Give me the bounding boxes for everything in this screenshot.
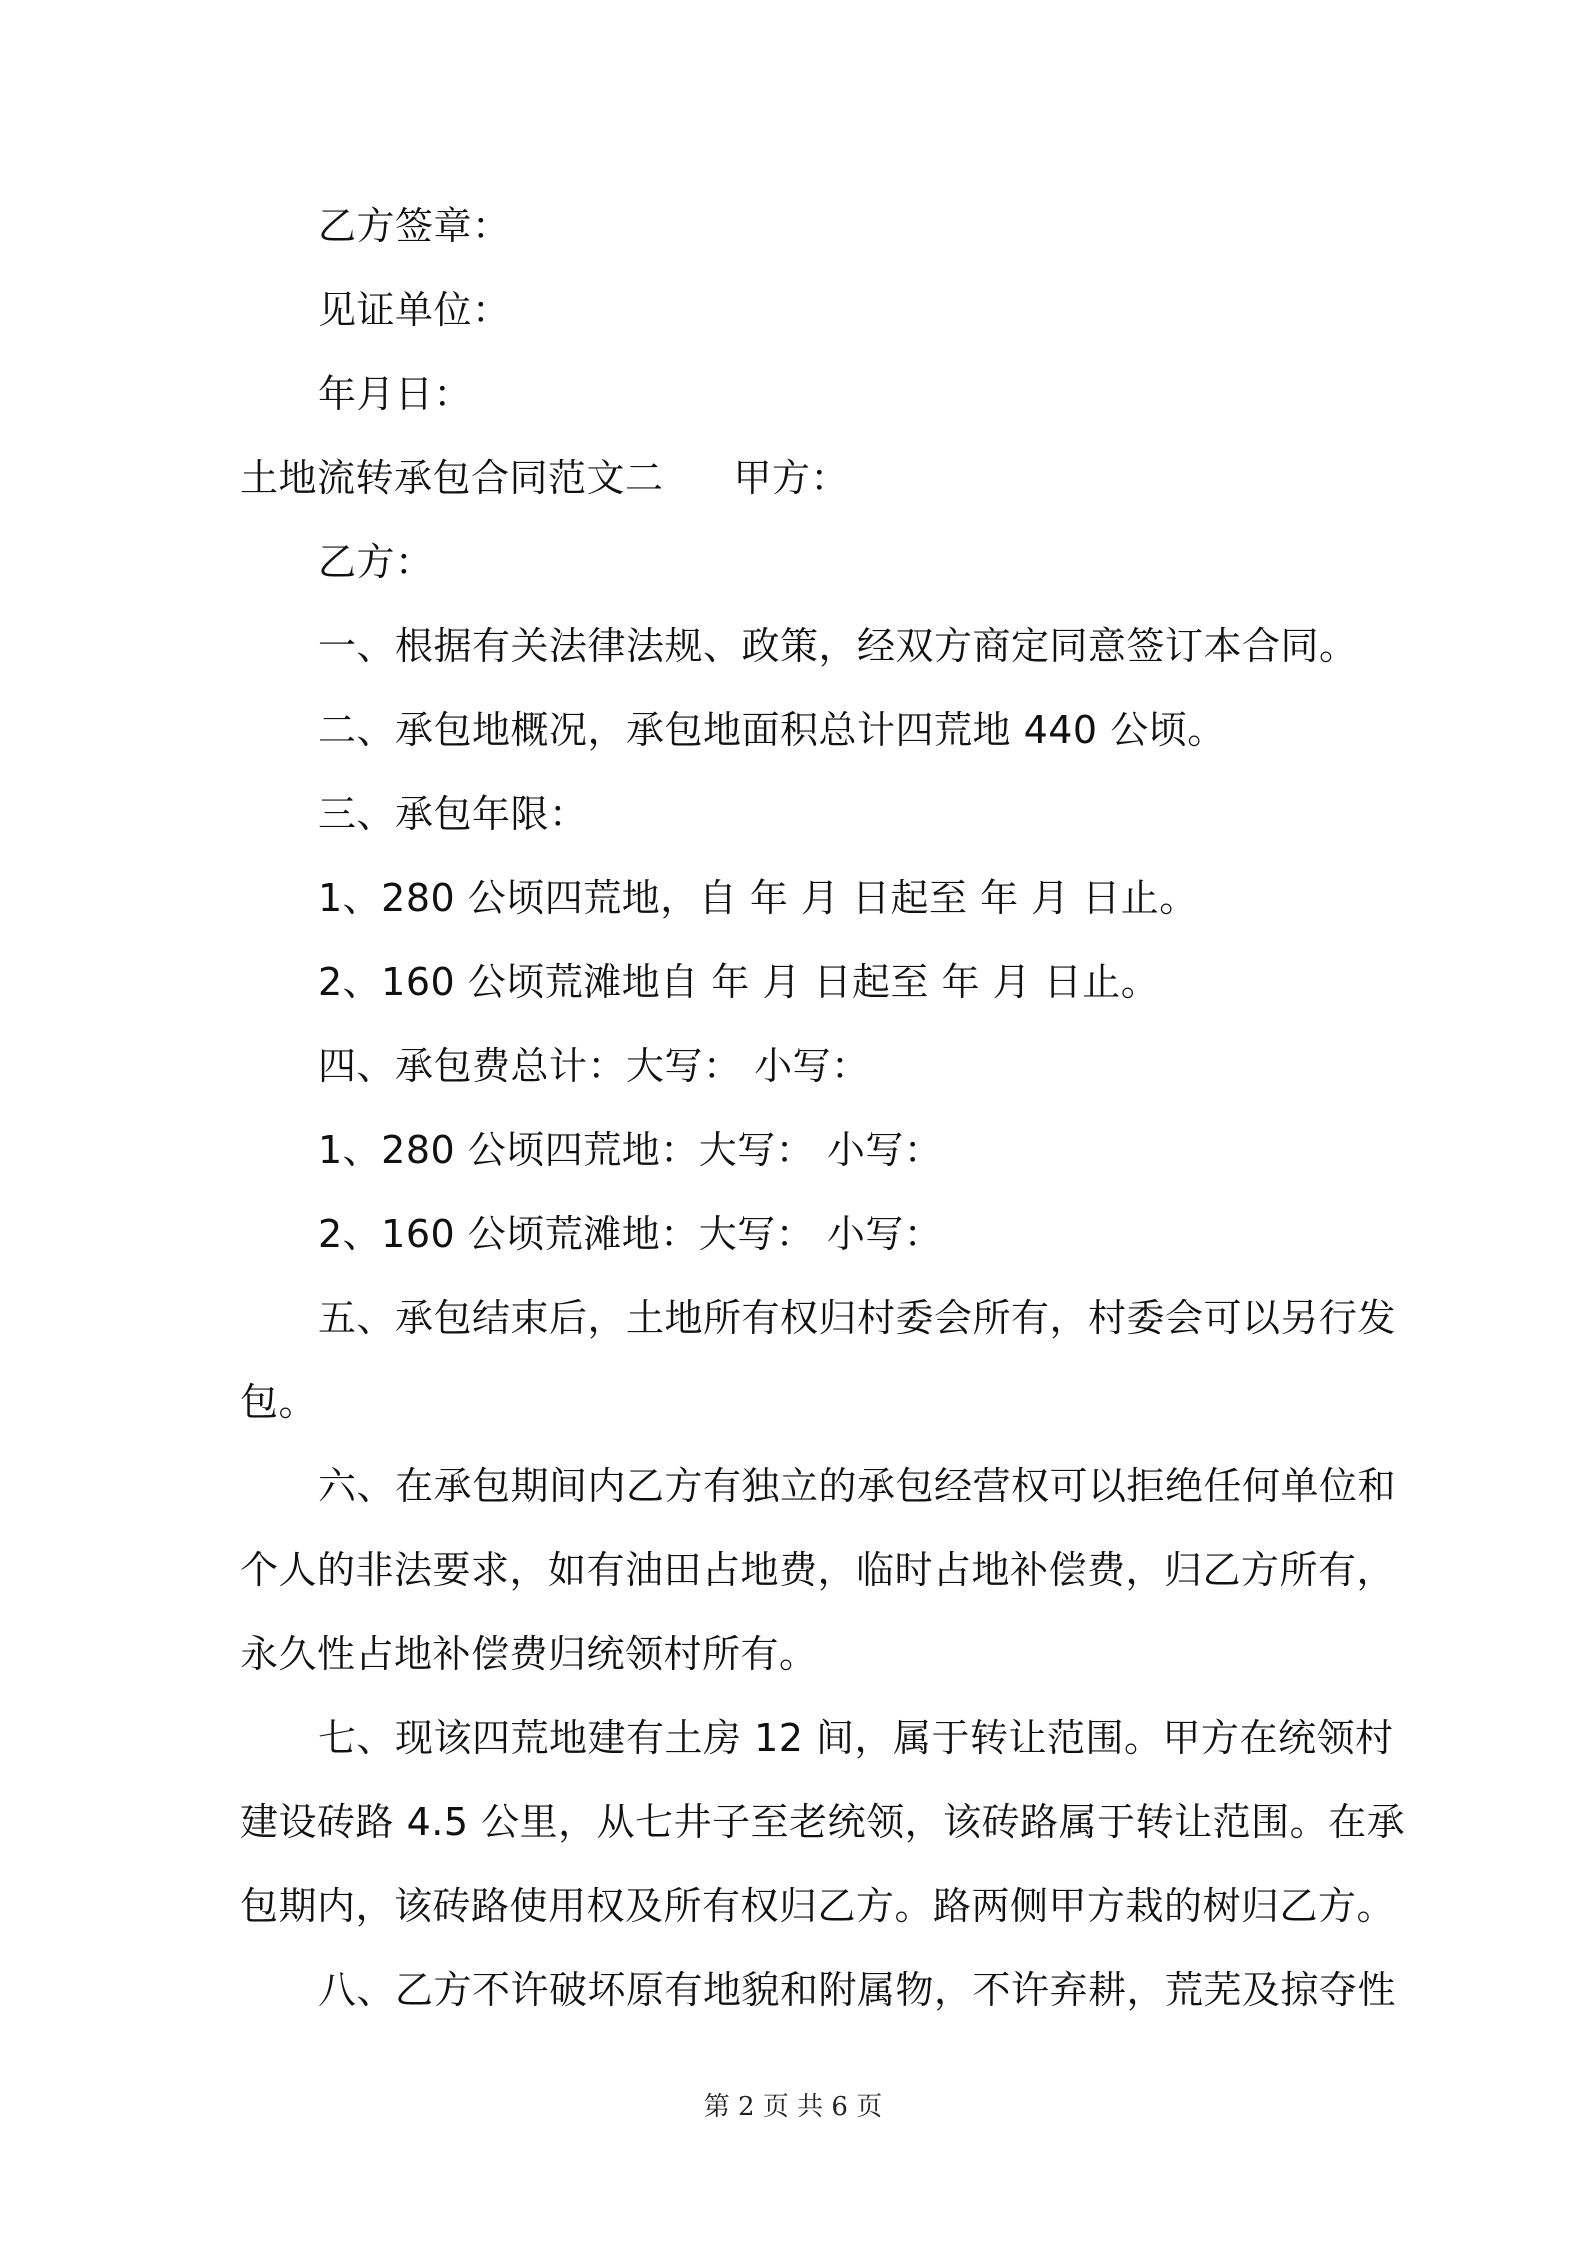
clause-6-line-2: 个人的非法要求，如有油田占地费，临时占地补偿费，归乙方所有， bbox=[240, 1548, 1396, 1592]
clause-8-line-1: 八、乙方不许破坏原有地貌和附属物，不许弃耕，荒芜及掠夺性 bbox=[318, 1968, 1397, 2012]
clause-3-item-2: 2、160 公顷荒滩地自 年 月 日起至 年 月 日止。 bbox=[318, 960, 1160, 1004]
clause-3-item-1: 1、280 公顷四荒地，自 年 月 日起至 年 月 日止。 bbox=[318, 876, 1198, 920]
clause-5-line-1: 五、承包结束后，土地所有权归村委会所有，村委会可以另行发 bbox=[318, 1296, 1397, 1340]
clause-6-line-1: 六、在承包期间内乙方有独立的承包经营权可以拒绝任何单位和 bbox=[318, 1464, 1397, 1508]
clause-7-line-2: 建设砖路 4.5 公里，从七井子至老统领，该砖路属于转让范围。在承 bbox=[240, 1800, 1406, 1844]
signature-line-party-b: 乙方签章： bbox=[318, 204, 511, 248]
party-b-label: 乙方： bbox=[318, 540, 434, 584]
clause-7-line-1: 七、现该四荒地建有土房 12 间，属于转让范围。甲方在统领村 bbox=[318, 1716, 1394, 1760]
clause-2: 二、承包地概况，承包地面积总计四荒地 440 公顷。 bbox=[318, 708, 1226, 752]
witness-unit-line: 见证单位： bbox=[318, 288, 511, 332]
clause-4-item-1: 1、280 公顷四荒地：大写： 小写： bbox=[318, 1128, 943, 1172]
clause-3: 三、承包年限： bbox=[318, 792, 588, 836]
party-a-label: 甲方： bbox=[733, 456, 850, 500]
page-number-footer: 第 2 页 共 6 页 bbox=[703, 2092, 883, 2122]
clause-4: 四、承包费总计：大写： 小写： bbox=[318, 1044, 870, 1088]
clause-7-line-3: 包期内，该砖路使用权及所有权归乙方。路两侧甲方栽的树归乙方。 bbox=[240, 1884, 1396, 1928]
contract-title: 土地流转承包合同范文二 bbox=[240, 456, 664, 500]
date-line: 年月日： bbox=[318, 372, 473, 416]
clause-1: 一、根据有关法律法规、政策，经双方商定同意签订本合同。 bbox=[318, 624, 1358, 668]
contract-title-line bbox=[240, 454, 1360, 502]
clause-6-line-3: 永久性占地补偿费归统领村所有。 bbox=[240, 1632, 818, 1676]
clause-5-line-2: 包。 bbox=[240, 1380, 318, 1424]
clause-4-item-2: 2、160 公顷荒滩地：大写： 小写： bbox=[318, 1212, 943, 1256]
